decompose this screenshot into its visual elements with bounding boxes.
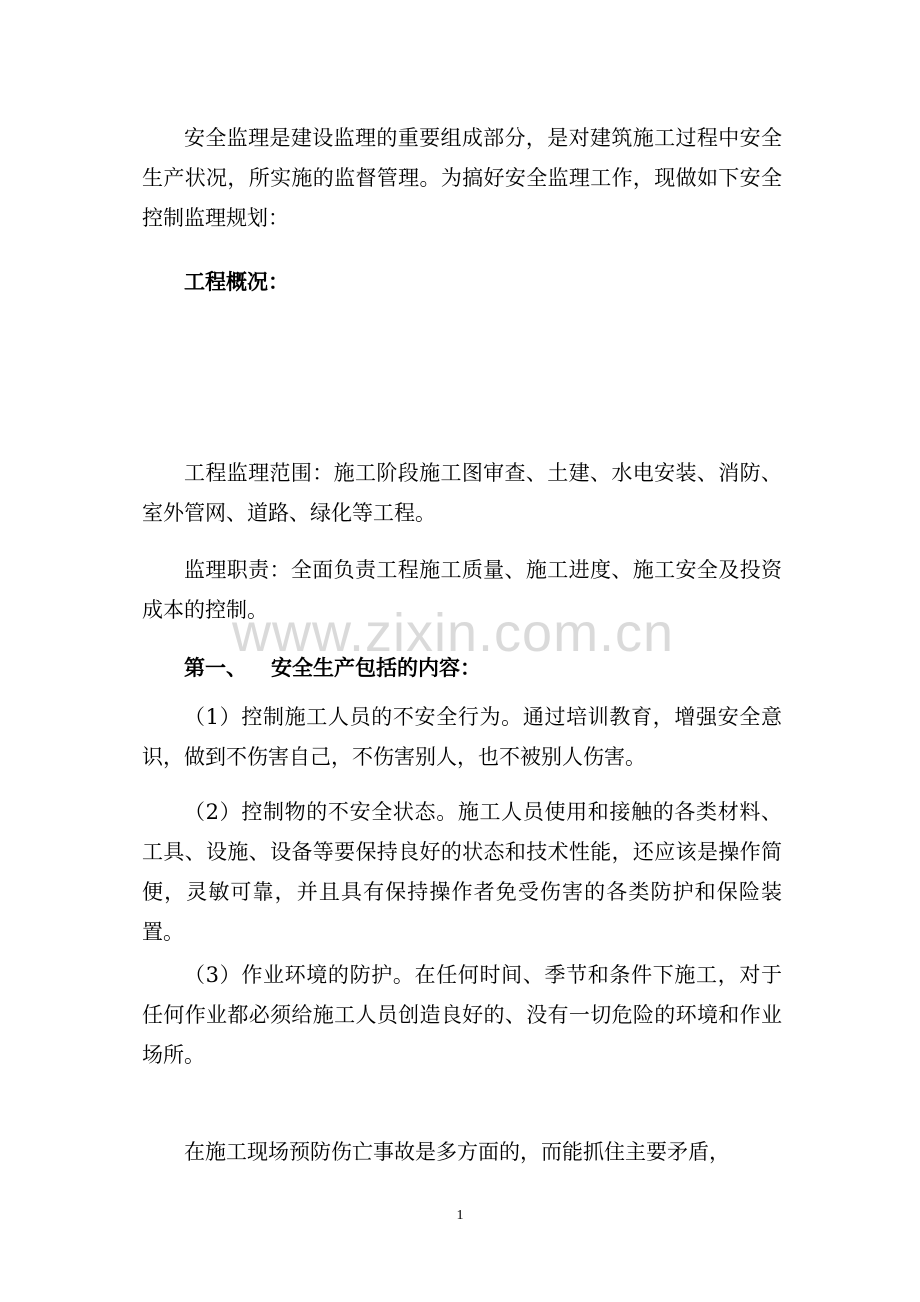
page-number: 1 bbox=[456, 1208, 464, 1223]
section-title: 安全生产包括的内容： bbox=[271, 656, 481, 680]
item-1-paragraph: （1）控制施工人员的不安全行为。通过培训教育，增强安全意识，做到不伤害自己，不伤害别人，也不被别人伤害。 bbox=[142, 705, 782, 769]
section-number: 第一、 bbox=[184, 656, 247, 680]
overview-heading: 工程概况： bbox=[184, 270, 289, 294]
intro-paragraph: 安全监理是建设监理的重要组成部分，是对建筑施工过程中安全生产状况，所实施的监督管理。为搞好安全监理工作，现做如下安全控制监理规划： bbox=[142, 126, 782, 230]
closing-paragraph: 在施工现场预防伤亡事故是多方面的，而能抓住主要矛盾， bbox=[184, 1140, 730, 1164]
item-2-paragraph: （2）控制物的不安全状态。施工人员使用和接触的各类材料、工具、设施、设备等要保持良好的状态和技术性能，还应该是操作简便，灵敏可靠，并且具有保持操作者免受伤害的各类防护和保险装置。 bbox=[142, 800, 782, 944]
duties-paragraph: 监理职责：全面负责工程施工质量、施工进度、施工安全及投资成本的控制。 bbox=[142, 558, 782, 622]
watermark: www.zixin.com.cn bbox=[232, 603, 675, 663]
item-3-paragraph: （3）作业环境的防护。在任何时间、季节和条件下施工，对于任何作业都必须给施工人员创造良好的、没有一切危险的环境和作业场所。 bbox=[142, 963, 782, 1067]
scope-paragraph: 工程监理范围：施工阶段施工图审查、土建、水电安装、消防、室外管网、道路、绿化等工程。 bbox=[142, 461, 782, 525]
